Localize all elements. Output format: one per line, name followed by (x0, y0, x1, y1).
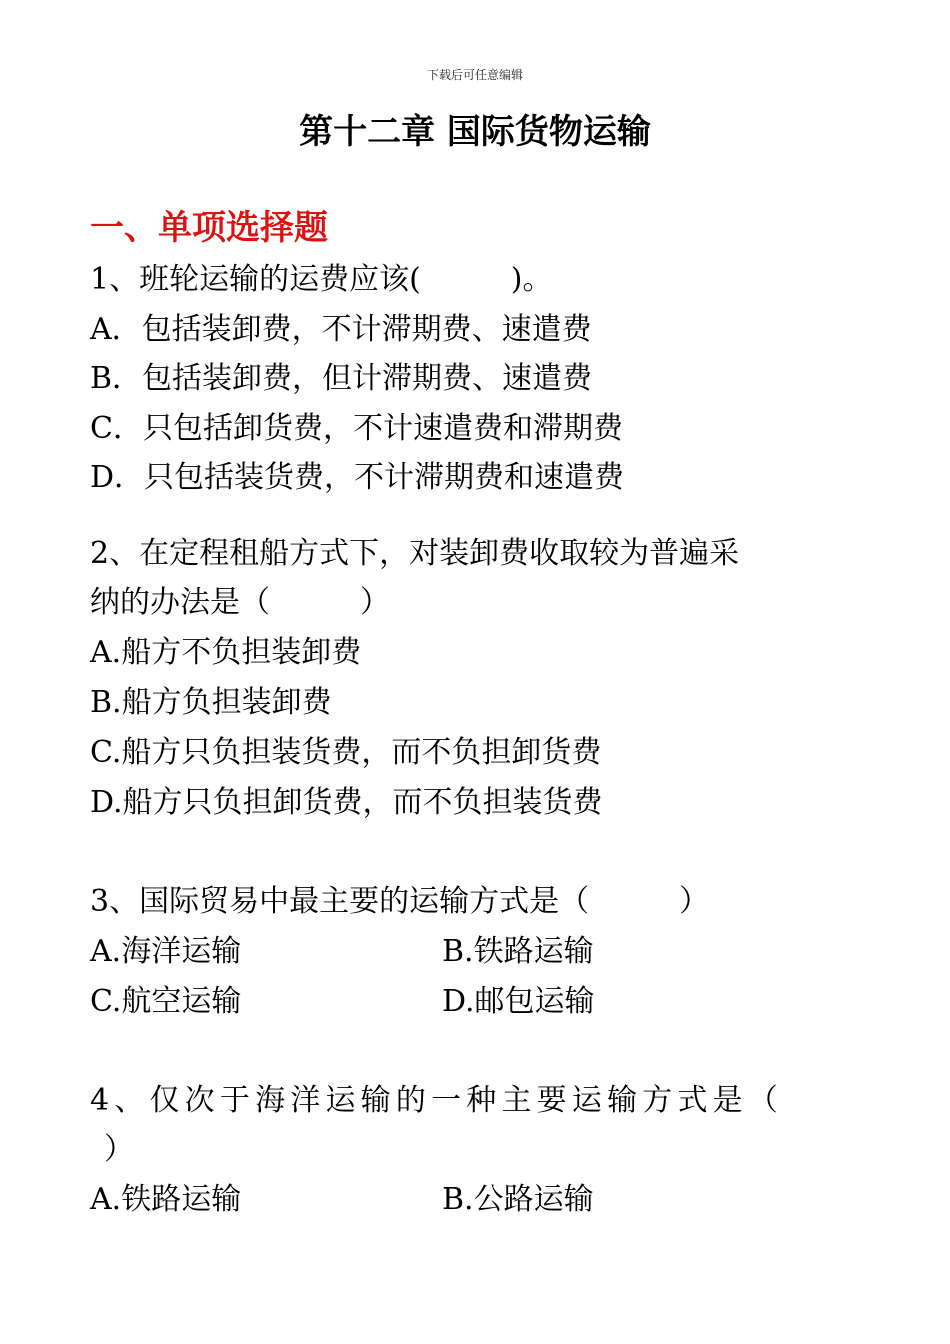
question-1-option-c: C．只包括卸货费，不计速遣费和滞期费 (90, 411, 623, 446)
question-1-option-d: D．只包括装货费，不计滞期费和速遣费 (90, 460, 625, 495)
question-2-stem-line-1: 2、在定程租船方式下，对装卸费收取较为普遍采 (90, 536, 740, 571)
question-2-option-c: C.船方只负担装货费，而不负担卸货费 (90, 735, 602, 770)
question-1-option-a: A．包括装卸费，不计滞期费、速遣费 (90, 312, 592, 347)
question-4-stem-line-1: 4、仅次于海洋运输的一种主要运输方式是（ (90, 1083, 784, 1118)
question-4-option-b: B.公路运输 (442, 1182, 594, 1217)
question-1-option-b: B．包括装卸费，但计滞期费、速遣费 (90, 361, 593, 396)
question-4-option-a: A.铁路运输 (90, 1182, 242, 1217)
question-3-option-b: B.铁路运输 (442, 934, 594, 969)
question-2-option-a: A.船方不负担装卸费 (90, 635, 362, 670)
question-4-stem-line-2: ） (104, 1132, 134, 1167)
section-heading: 一、单项选择题 (90, 208, 328, 248)
header-note: 下载后可任意编辑 (426, 68, 523, 82)
question-1-stem: 1、班轮运输的运费应该( )。 (90, 262, 553, 297)
question-3-option-c: C.航空运输 (90, 984, 242, 1019)
question-3-stem: 3、国际贸易中最主要的运输方式是（ ） (90, 884, 710, 919)
question-2-option-b: B.船方负担装卸费 (90, 685, 332, 720)
page-title: 第十二章 国际货物运输 (299, 112, 651, 152)
question-3-option-a: A.海洋运输 (90, 934, 242, 969)
question-3-option-d: D.邮包运输 (442, 984, 595, 1019)
question-2-option-d: D.船方只负担卸货费，而不负担装货费 (90, 785, 603, 820)
question-2-stem-line-2: 纳的办法是（ ） (90, 585, 390, 620)
